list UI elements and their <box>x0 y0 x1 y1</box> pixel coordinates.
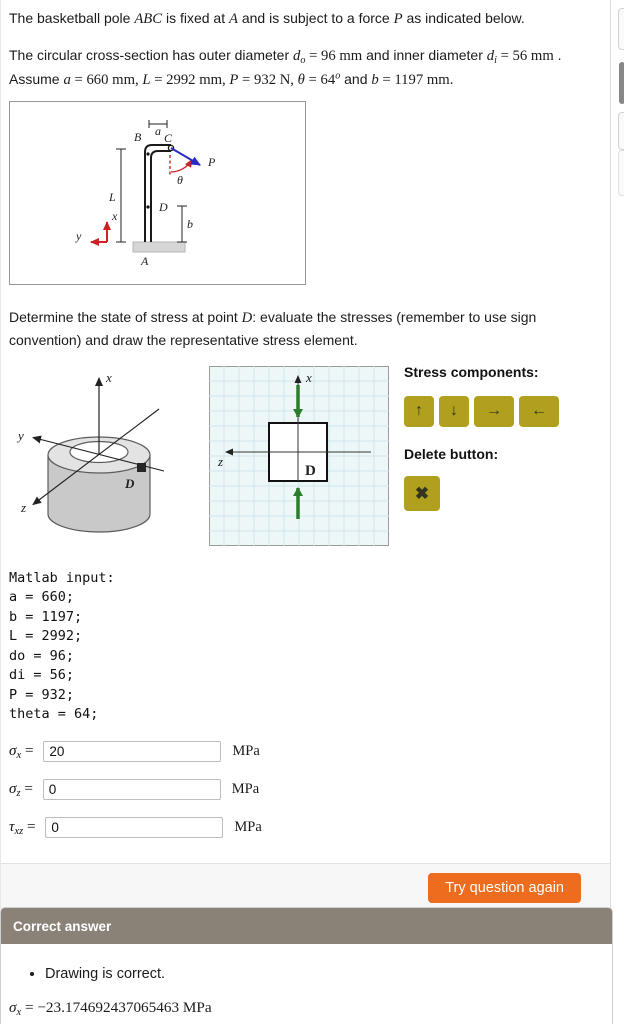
tau-xz-input[interactable] <box>45 817 223 838</box>
matlab-line: di = 56; <box>9 667 75 684</box>
label-y: y <box>18 427 24 443</box>
label-C: C <box>164 131 173 146</box>
label-B: B <box>134 130 142 145</box>
label-x: x <box>106 369 112 385</box>
pole-figure <box>9 101 306 285</box>
arrow-right-icon: → <box>486 402 502 420</box>
pole-outer-line <box>145 145 171 242</box>
right-edge-panel-mid <box>618 112 624 150</box>
problem-statement-1: The basketball pole ABC is fixed at A and is subject to a force P as indicated below. <box>9 10 525 27</box>
sigma-z-unit: MPa <box>231 781 260 798</box>
point-d-marker <box>137 463 146 472</box>
arrow-left-button[interactable] <box>519 396 559 427</box>
theta-arc <box>171 160 192 172</box>
label-z: z <box>21 499 27 515</box>
problem-statement-2: The circular cross-section has outer diameter $d_o = 96$ mm and inner diameter $d_i = 56$ mm . Assume a = 660 mm, L = 2992 mm, P = 932 N, $\theta = 64^o$ and b = 1197 mm. <box>9 47 562 88</box>
label-z: z <box>218 453 224 469</box>
delete-x-icon: ✖ <box>414 483 430 503</box>
matlab-input-block <box>9 569 602 725</box>
sigma-z-row <box>9 779 602 801</box>
arrow-up-icon: ↑ <box>415 402 423 420</box>
question-text: Determine the state of stress at point D: evaluate the stresses (remember to use sign convention) and draw the representative stress element. <box>9 309 537 348</box>
label-P: P <box>208 155 216 170</box>
sigma-x-row <box>9 741 602 763</box>
pole-figure-svg <box>10 102 305 284</box>
pole-base <box>133 242 185 252</box>
stress-components-title: Stress components: <box>404 363 539 380</box>
sigma-x-input[interactable] <box>43 741 221 762</box>
feedback-item: • Drawing is correct. <box>45 966 612 982</box>
figures-row <box>1 364 610 551</box>
matlab-line: b = 1197; <box>9 608 83 625</box>
arrow-down-icon: ↓ <box>450 402 458 420</box>
sigma-x-unit: MPa <box>232 743 260 760</box>
delete-button-title: Delete button: <box>404 445 499 462</box>
label-b: b <box>187 217 193 232</box>
point-d-dot <box>146 206 149 209</box>
sigma-z-label: $\sigma_z$ = <box>9 780 37 800</box>
question-footer <box>1 863 610 912</box>
label-L: L <box>109 190 116 205</box>
matlab-line: theta = 64; <box>9 706 99 723</box>
arrow-left-icon: ← <box>531 402 547 420</box>
arrow-up-button[interactable] <box>404 396 434 427</box>
drawing-controls-panel <box>404 364 609 511</box>
joint-dot-b <box>146 153 149 156</box>
label-x: x <box>306 369 312 385</box>
pole-inner-line <box>151 151 171 242</box>
correct-answer-panel <box>0 907 613 1024</box>
label-D: D <box>159 200 168 215</box>
label-x: x <box>112 209 118 224</box>
scrollbar-thumb[interactable] <box>619 62 624 104</box>
arrow-right-button[interactable] <box>474 396 514 427</box>
tau-xz-row <box>9 817 602 839</box>
sigma-z-input[interactable] <box>43 779 221 800</box>
stress-element-canvas[interactable] <box>209 366 389 551</box>
delete-button[interactable] <box>404 476 440 511</box>
label-y: y <box>76 229 82 244</box>
matlab-line: do = 96; <box>9 647 75 664</box>
matlab-title: Matlab input: <box>9 569 115 586</box>
matlab-line: L = 2992; <box>9 628 83 645</box>
force-p-arrow <box>171 148 200 165</box>
try-question-again-button[interactable]: Try question again <box>428 873 581 903</box>
tau-xz-unit: MPa <box>234 819 262 836</box>
answer-inputs <box>9 741 602 839</box>
matlab-line: P = 932; <box>9 686 75 703</box>
label-A: A <box>141 254 149 269</box>
label-D: D <box>125 475 135 491</box>
label-theta: θ <box>177 173 183 188</box>
sigma-x-answer: $\sigma_x = -23.174692437065463$ MPa <box>9 999 212 1019</box>
sigma-x-label: $\sigma_x$ = <box>9 742 38 762</box>
tau-xz-label: $\tau_{xz}$ = <box>9 818 40 838</box>
cylinder-figure <box>9 364 199 549</box>
right-edge-panel-top <box>618 8 624 50</box>
matlab-line: a = 660; <box>9 589 75 606</box>
stress-element-svg <box>209 366 389 546</box>
label-a: a <box>155 124 161 139</box>
correct-answer-header: Correct answer <box>1 908 612 944</box>
right-edge-panel-bottom <box>618 150 624 196</box>
label-D: D <box>305 462 316 479</box>
stress-component-buttons <box>404 396 609 427</box>
feedback-list <box>1 966 612 982</box>
arrow-down-button[interactable] <box>439 396 469 427</box>
correct-answer-body <box>1 966 612 1018</box>
